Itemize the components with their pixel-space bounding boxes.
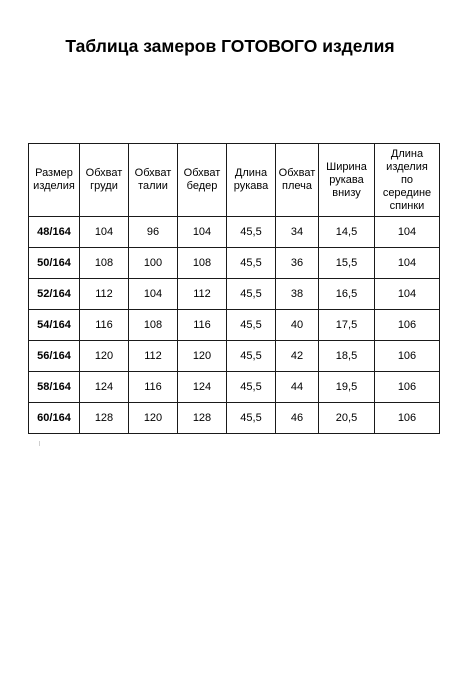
size-measurements-table — [28, 143, 440, 434]
table-row — [29, 279, 440, 310]
measurement-cell: 106 — [375, 341, 440, 372]
measurement-cell: 19,5 — [319, 372, 375, 403]
column-header-text: рукава — [329, 173, 364, 186]
measurement-cell: 124 — [80, 372, 129, 403]
size-cell: 52/164 — [29, 279, 80, 310]
column-header-text: Размер — [35, 167, 73, 179]
measurement-cell: 104 — [129, 279, 178, 310]
measurement-cell: 128 — [178, 403, 227, 434]
measurement-cell: 38 — [276, 279, 319, 310]
column-header-text: внизу — [332, 186, 361, 199]
measurement-cell: 100 — [129, 248, 178, 279]
column-header-text: середине — [382, 186, 432, 199]
table-row — [29, 217, 440, 248]
column-header-text: спинки — [389, 199, 425, 212]
measurement-cell: 104 — [375, 279, 440, 310]
measurement-cell: 120 — [129, 403, 178, 434]
size-cell: 60/164 — [29, 403, 80, 434]
measurement-cell: 106 — [375, 372, 440, 403]
size-cell: 48/164 — [29, 217, 80, 248]
column-header-text: плеча — [282, 180, 312, 192]
measurement-cell: 108 — [129, 310, 178, 341]
measurement-cell: 18,5 — [319, 341, 375, 372]
column-header-text: талии — [138, 180, 168, 192]
measurement-cell: 45,5 — [227, 310, 276, 341]
table-body — [29, 217, 440, 434]
table-header-row — [29, 144, 440, 217]
measurement-cell: 106 — [375, 310, 440, 341]
measurement-cell: 120 — [178, 341, 227, 372]
measurement-cell: 116 — [129, 372, 178, 403]
measurement-cell: 120 — [80, 341, 129, 372]
column-header-text: рукава — [233, 180, 269, 192]
column-header-text: по — [400, 173, 414, 186]
measurement-cell: 96 — [129, 217, 178, 248]
measurement-cell: 46 — [276, 403, 319, 434]
column-header-text: Обхват — [183, 167, 221, 179]
measurement-cell: 14,5 — [319, 217, 375, 248]
measurement-cell: 42 — [276, 341, 319, 372]
measurement-cell: 40 — [276, 310, 319, 341]
measurement-cell: 16,5 — [319, 279, 375, 310]
size-cell: 58/164 — [29, 372, 80, 403]
table-row — [29, 310, 440, 341]
size-cell: 50/164 — [29, 248, 80, 279]
size-cell: 56/164 — [29, 341, 80, 372]
column-header — [319, 144, 375, 217]
measurement-cell: 104 — [375, 217, 440, 248]
measurement-cell: 124 — [178, 372, 227, 403]
measurement-cell: 44 — [276, 372, 319, 403]
table-row — [29, 341, 440, 372]
measurement-cell: 116 — [178, 310, 227, 341]
column-header-text: Обхват — [85, 167, 123, 179]
table-row — [29, 372, 440, 403]
column-header — [178, 144, 227, 217]
measurement-cell: 128 — [80, 403, 129, 434]
measurement-cell: 45,5 — [227, 279, 276, 310]
column-header-text: груди — [90, 180, 118, 192]
column-header-text: Обхват — [134, 167, 172, 179]
measurement-cell: 108 — [80, 248, 129, 279]
measurement-cell: 108 — [178, 248, 227, 279]
column-header — [129, 144, 178, 217]
measurement-cell: 104 — [178, 217, 227, 248]
measurement-cell: 116 — [80, 310, 129, 341]
column-header-text: Длина — [234, 167, 268, 179]
measurement-cell: 45,5 — [227, 403, 276, 434]
measurement-cell: 36 — [276, 248, 319, 279]
measurement-cell: 112 — [178, 279, 227, 310]
measurement-cell: 45,5 — [227, 341, 276, 372]
column-header — [80, 144, 129, 217]
measurement-cell: 15,5 — [319, 248, 375, 279]
measurement-cell: 45,5 — [227, 248, 276, 279]
measurement-cell: 45,5 — [227, 372, 276, 403]
measurement-cell: 45,5 — [227, 217, 276, 248]
measurement-cell: 104 — [80, 217, 129, 248]
column-header-text: изделия — [33, 180, 75, 192]
size-cell: 54/164 — [29, 310, 80, 341]
measurement-cell: 112 — [129, 341, 178, 372]
column-header-text: изделия — [386, 160, 428, 173]
column-header — [29, 144, 80, 217]
column-header-text: Ширина — [326, 160, 367, 173]
column-header-text: Обхват — [278, 167, 316, 179]
table-row — [29, 403, 440, 434]
table-row — [29, 248, 440, 279]
column-header — [375, 144, 440, 217]
measurement-cell: 112 — [80, 279, 129, 310]
table-corner-mark — [39, 441, 40, 446]
measurement-cell: 17,5 — [319, 310, 375, 341]
measurement-cell: 106 — [375, 403, 440, 434]
measurement-cell: 104 — [375, 248, 440, 279]
measurement-cell: 20,5 — [319, 403, 375, 434]
page-title: Таблица замеров ГОТОВОГО изделия — [65, 36, 395, 56]
column-header — [227, 144, 276, 217]
column-header-text: Длина — [390, 147, 424, 160]
column-header — [276, 144, 319, 217]
column-header-text: бедер — [186, 180, 218, 192]
measurement-cell: 34 — [276, 217, 319, 248]
